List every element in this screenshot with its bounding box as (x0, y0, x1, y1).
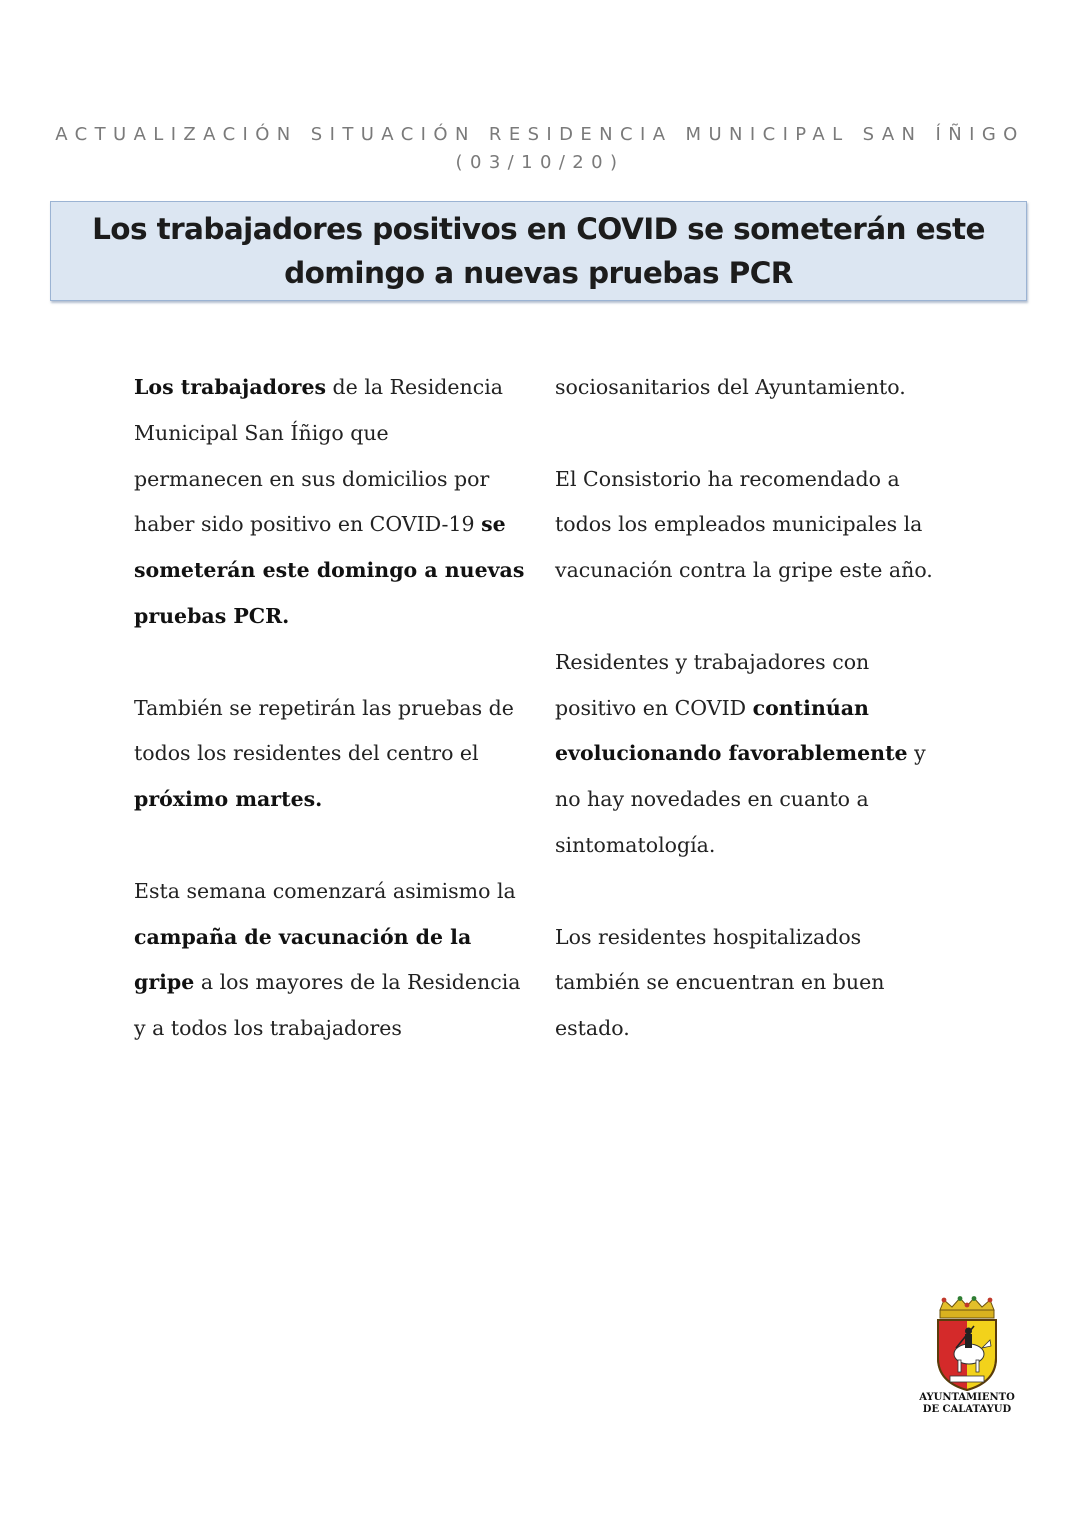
text: haber sido positivo en COVID-19 (134, 512, 482, 537)
text: y a todos los trabajadores (134, 1016, 402, 1041)
text: sociosanitarios del Ayuntamiento. (555, 375, 906, 399)
paragraph-flu-campaign-cont (555, 365, 955, 411)
coat-of-arms-icon (930, 1296, 1004, 1392)
text: vacunación contra la gripe este año. (555, 558, 933, 583)
document-header-title: ACTUALIZACIÓN SITUACIÓN RESIDENCIA MUNICIPAL SAN ÍÑIGO (55, 124, 1025, 145)
paragraph-workers-pcr (134, 365, 544, 640)
text: positivo en COVID (555, 695, 753, 720)
bold-text: someterán este domingo a nuevas (134, 558, 525, 583)
bold-text: pruebas PCR. (134, 603, 290, 628)
ayuntamiento-logo (912, 1296, 1022, 1416)
headline-box (50, 201, 1027, 301)
bold-text: continúan (752, 695, 869, 720)
text: todos los empleados municipales la (555, 512, 923, 537)
bold-text: próximo martes. (134, 787, 323, 812)
right-column (555, 365, 955, 1052)
document-header-date: (03/10/20) (455, 152, 625, 173)
text: Esta semana comenzará asimismo la (134, 878, 516, 903)
headline (92, 207, 985, 295)
paragraph-evolution (555, 640, 955, 869)
text: permanecen en sus domicilios por (134, 466, 490, 491)
text: de la Residencia (326, 375, 503, 399)
left-column (134, 365, 544, 1052)
text: también se encuentran en buen (555, 970, 885, 995)
crown-icon (940, 1296, 994, 1318)
logo-line-1: AYUNTAMIENTO (919, 1392, 1015, 1403)
headline-line-1: Los trabajadores positivos en COVID se someterán este (92, 212, 985, 246)
paragraph-residents-tests (134, 686, 544, 823)
text: y (907, 741, 926, 766)
text: no hay novedades en cuanto a (555, 787, 869, 812)
bold-text: gripe (134, 970, 195, 995)
paragraph-hospitalized (555, 915, 955, 1052)
paragraph-vaccination-recommendation (555, 457, 955, 594)
bold-text: campaña de vacunación de la (134, 924, 472, 949)
text: También se repetirán las pruebas de (134, 695, 514, 720)
text: El Consistorio ha recomendado a (555, 466, 900, 491)
bold-text: se (481, 512, 506, 537)
text: Residentes y trabajadores con (555, 649, 870, 674)
text: Los residentes hospitalizados (555, 924, 862, 949)
bold-text: Los trabajadores (134, 375, 327, 399)
bold-text: evolucionando favorablemente (555, 741, 908, 766)
shield-icon (938, 1320, 996, 1390)
text: Municipal San Íñigo que (134, 420, 389, 445)
text: sintomatología. (555, 832, 716, 857)
paragraph-flu-campaign (134, 869, 544, 1052)
text: todos los residentes del centro el (134, 741, 479, 766)
headline-line-2: domingo a nuevas pruebas PCR (284, 256, 793, 290)
text: estado. (555, 1016, 630, 1041)
text: a los mayores de la Residencia (194, 970, 521, 995)
logo-line-2: DE CALATAYUD (922, 1404, 1012, 1415)
